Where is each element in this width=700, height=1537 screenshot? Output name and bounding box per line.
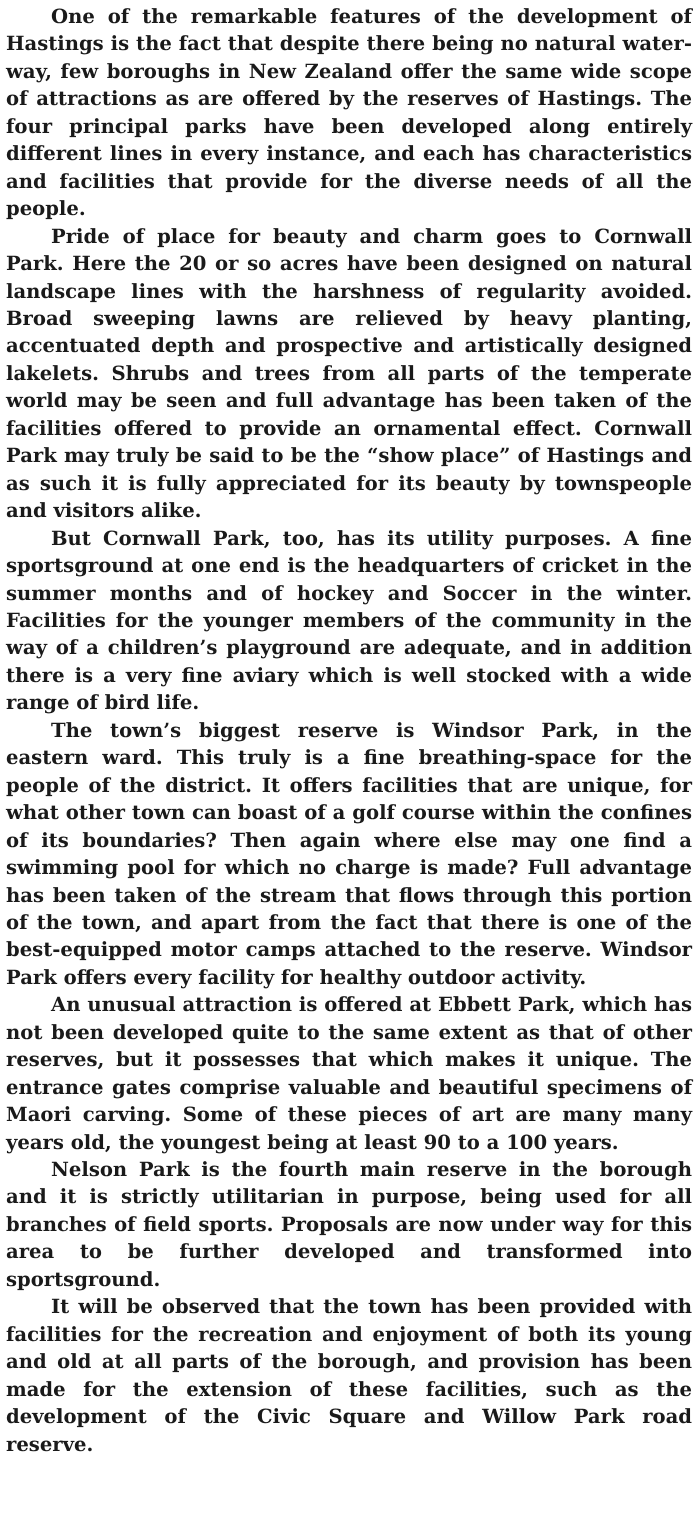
paragraph-nelson-park: Nelson Park is the fourth main reserve in the borough and it is strictly utilitarian in purpose, being used for all branches of field sports. Proposals are now under way for this area to be further developed and transformed into sportsground. [6,1158,692,1291]
paragraph-intro-parks: One of the remarkable features of the development of Hastings is the fact that despite there being no natural waterway, few boroughs in New Zealand offer the same wide scope of attractions as are offered by the reserves of Hastings. The four principal parks have been developed along entirely different lines in every instance, and each has characteristics and facilities that provide for the diverse needs of all the people. [6,5,692,221]
paragraph-cornwall-park-utility: But Cornwall Park, too, has its utility purposes. A fine sportsground at one end is the headquarters of cricket in the summer months and of hockey and Soccer in the winter. Facilities for the younger members of the community in the way of a children’s playground are adequate, and in addition there is a very fine aviary which is well stocked with a wide range of bird life. [6,526,692,715]
paragraph-cornwall-park: Pride of place for beauty and charm goes to Cornwall Park. Here the 20 or so acres have been designed on natural landscape lines with the harshness of regularity avoided. Broad sweeping lawns are relieved by heavy planting, accentuated depth and prospective and artistically designed lakelets. Shrubs and trees from all parts of the temperate world may be seen and full advantage has been taken of the facilities offered to provide an ornamental effect. Cornwall Park may truly be said to be the “show place” of Hastings and as such it is fully appreciated for its beauty by townspeople and visitors alike. [6,224,692,523]
article-page [6,0,692,1458]
paragraph-conclusion: It will be observed that the town has been provided with facilities for the recreation and enjoyment of both its young and old at all parts of the borough, and provision has been made for the extension of these facilities, such as the development of the Civic Square and Willow Park road reserve. [6,1295,692,1456]
paragraph-ebbett-park: An unusual attraction is offered at Ebbett Park, which has not been developed quite to the same extent as that of other reserves, but it possesses that which makes it unique. The entrance gates comprise valuable and beautiful specimens of Maori carving. Some of these pieces of art are many many years old, the youngest being at least 90 to a 100 years. [6,993,692,1154]
paragraph-windsor-park: The town’s biggest reserve is Windsor Park, in the eastern ward. This truly is a fine breathing-space for the people of the district. It offers facilities that are unique, for what other town can boast of a golf course within the confines of its boundaries? Then again where else may one find a swimming pool for which no charge is made? Full advantage has been taken of the stream that flows through this portion of the town, and apart from the fact that there is one of the best-equipped motor camps attached to the reserve. Windsor Park offers every facility for healthy outdoor activity. [6,718,692,989]
